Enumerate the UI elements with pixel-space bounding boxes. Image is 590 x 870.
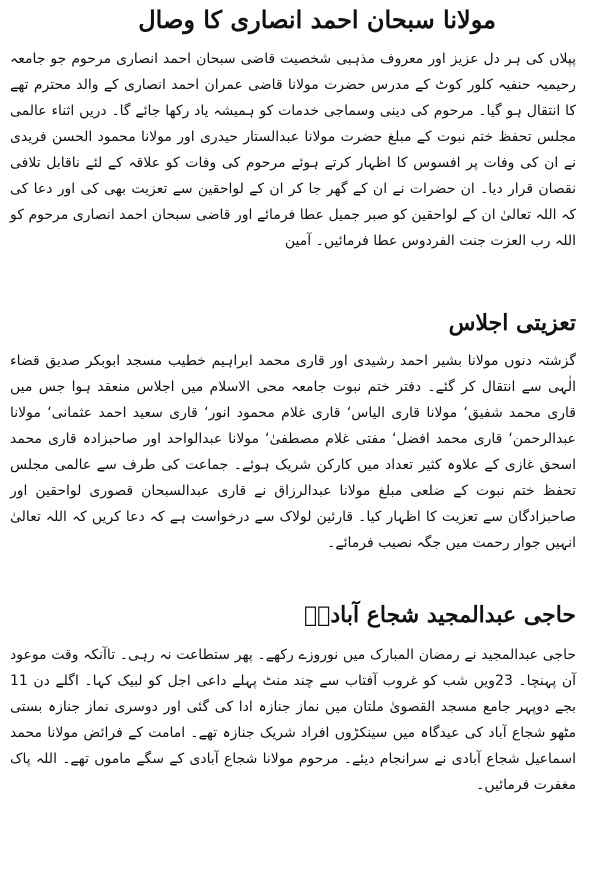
- section-heading-condolence-meeting: تعزیتی اجلاس: [448, 310, 576, 336]
- article-heading-maulana-subhan-ahmad: مولانا سبحان احمد انصاری کا وصال: [138, 5, 496, 34]
- article-body-maulana-subhan-ahmad: پپلاں کی ہر دل عزیز اور معروف مذہبی شخصیت قاضی سبحان احمد انصاری مرحوم جو جامعہ رحیمیہ حنفیہ کلور کوٹ کے مدرس حضرت مولانا قاضی عمران احمد انصاری کے والد محترم تھے کا انتقال ہو گیا۔ مرحوم کی دینی وسماجی خدمات کو ہمیشہ یاد رکھا جائے گا۔ دریں اثناء عالمی مجلس تحفظ ختم نبوت کے مبلغ حضرت مولانا عبدالستار حیدری اور مولانا محمود الحسن فریدی نے ان کی وفات پر افسوس کا اظہار کرتے ہوئے مرحوم کی وفات کو علاقہ کے لئے ناقابل تلافی نقصان قرار دیا۔ ان حضرات نے ان کے گھر جا کر ان کے لواحقین سے تعزیت بھی کی اور دعا کی کہ اللہ تعالیٰ ان کے لواحقین کو صبر جمیل عطا فرمائے اور قاضی سبحان احمد انصاری مرحوم کو اللہ رب العزت جنت الفردوس عطا فرمائیں۔ آمین: [10, 51, 577, 249]
- section-body-haji-abdul-majeed: حاجی عبدالمجید نے رمضان المبارک میں نوروزے رکھے۔ پھر ستطاعت نہ رہی۔ تاآنکہ وقت موعود آن پہنچا۔ 23ویں شب کو غروب آفتاب سے چند منٹ پہلے داعی اجل کو لبیک کہا۔ اگلے دن 11 بجے دوپہر جامع مسجد القصویٰ ملتان میں نماز جنازہ ادا کی گئی اور دوسری نماز جنازہ بستی مٹھو شجاع آباد کی عیدگاہ میں سینکڑوں افراد شریک جنازہ تھے۔ امامت کے فرائض مولانا محمد اسماعیل شجاع آبادی نے سرانجام دیئے۔ مرحوم مولانا شجاع آبادی کے سگے ماموں تھے۔ اللہ پاک مغفرت فرمائیں۔: [10, 647, 576, 793]
- section-heading-haji-abdul-majeed: حاجی عبدالمجید شجاع آبادیؒ: [303, 602, 576, 628]
- section-body-condolence-meeting: گزشتہ دنوں مولانا بشیر احمد رشیدی اور قاری محمد ابراہیم خطیب مسجد ابوبکر صدیق قضاء الٰہی سے انتقال کر گئے۔ دفتر ختم نبوت جامعہ محی الاسلام میں اجلاس منعقد ہوا جس میں قاری محمد شفیق‘ مولانا قاری الیاس‘ قاری غلام محمود انور‘ قاری سعید احمد عثمانی‘ مولانا عبدالرحمن‘ قاری محمد افضل‘ مفتی غلام مصطفیٰ‘ مولانا عبدالواحد اور صاحبزادہ قاری محمد اسحق غازی کے علاوہ کثیر تعداد میں کارکن شریک ہوئے۔ جماعت کی طرف سے عالمی مجلس تحفظ ختم نبوت کے ضلعی مبلغ مولانا عبدالرزاق نے قاری عبدالسبحان قصوری لواحقین اور صاحبزادگان سے تعزیت کا اظہار کیا۔ قارئین لولاک سے درخواست ہے کہ دعا کریں کہ اللہ تعالیٰ انہیں جوار رحمت میں جگہ نصیب فرمائے۔: [10, 353, 576, 551]
